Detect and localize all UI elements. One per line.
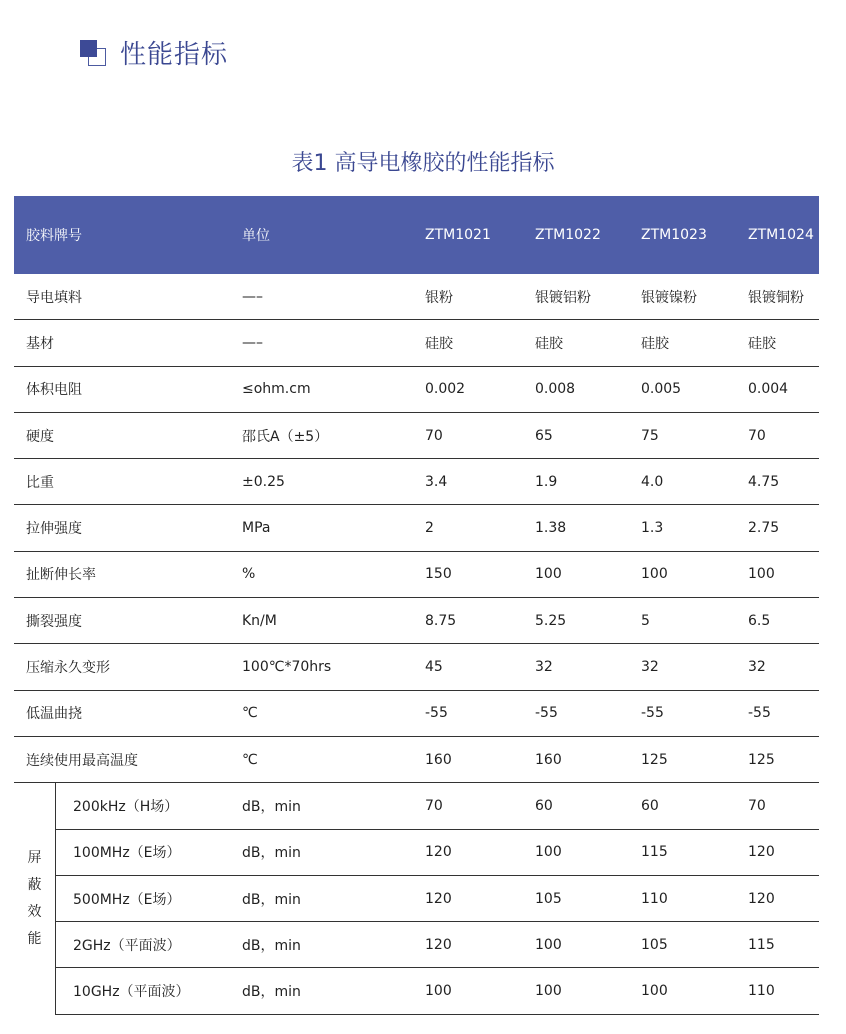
table-cell: 2.75 xyxy=(748,520,780,537)
table-cell: 比重 xyxy=(26,474,54,491)
table-cell: 500MHz（E场） xyxy=(73,891,181,908)
table-cell: 110 xyxy=(641,890,668,907)
table-cell: 10GHz（平面波） xyxy=(73,984,190,1001)
table-cell: 连续使用最高温度 xyxy=(26,752,138,769)
table-cell: 2GHz（平面波） xyxy=(73,937,181,954)
shielding-row xyxy=(56,830,819,876)
table-cell: dB，min xyxy=(242,798,301,815)
shielding-row xyxy=(56,876,819,922)
table-cell: -55 xyxy=(425,705,448,722)
table-cell: 6.5 xyxy=(748,612,771,629)
table-cell: 45 xyxy=(425,659,443,676)
table-row xyxy=(14,459,819,505)
table-cell: 32 xyxy=(748,659,766,676)
table-cell: ±0.25 xyxy=(242,473,285,490)
header-cell: 胶料牌号 xyxy=(26,228,82,244)
section-header xyxy=(80,34,228,71)
table-cell: dB，min xyxy=(242,845,301,862)
table-cell: -55 xyxy=(535,705,558,722)
table-cell: 0.005 xyxy=(641,381,682,398)
table-row xyxy=(14,367,819,413)
table-cell: 70 xyxy=(748,797,766,814)
table-cell: 110 xyxy=(748,983,775,1000)
table-row xyxy=(14,552,819,598)
table-cell: -55 xyxy=(641,705,664,722)
table-cell: 银镀镍粉 xyxy=(641,289,697,306)
section-title: 性能指标 xyxy=(120,40,229,70)
table-row xyxy=(14,413,819,459)
table-cell: 压缩永久变形 xyxy=(26,660,110,677)
table-cell: 60 xyxy=(641,797,659,814)
table-cell: dB，min xyxy=(242,937,301,954)
shielding-label xyxy=(14,783,56,1014)
table-cell: 0.004 xyxy=(748,381,789,398)
table-cell: 200kHz（H场） xyxy=(73,798,179,815)
table-cell: 0.002 xyxy=(425,381,466,398)
table-cell: 105 xyxy=(535,890,562,907)
table-cell: 120 xyxy=(425,844,452,861)
header-cell: 单位 xyxy=(242,228,270,244)
table-row xyxy=(14,505,819,551)
table-cell: 硅胶 xyxy=(641,335,669,352)
table-cell: 拉伸强度 xyxy=(26,521,82,538)
table-cell: 120 xyxy=(425,936,452,953)
shielding-label-char: 蔽 xyxy=(27,877,42,893)
table-cell: 100 xyxy=(641,983,668,1000)
table-cell: 扯断伸长率 xyxy=(26,567,96,584)
table-header-row xyxy=(14,196,819,274)
square-bullet-icon xyxy=(80,40,106,66)
shielding-group xyxy=(14,783,819,1014)
table-cell: 125 xyxy=(641,751,668,768)
table-cell: 115 xyxy=(641,844,668,861)
table-cell: 70 xyxy=(425,797,443,814)
table-cell: 125 xyxy=(748,751,775,768)
table-cell: 160 xyxy=(425,751,452,768)
table-cell: 1.9 xyxy=(535,473,558,490)
table-cell: 70 xyxy=(748,427,766,444)
table-cell: 100 xyxy=(535,844,562,861)
table-row xyxy=(14,320,819,366)
shielding-row xyxy=(56,922,819,968)
table-cell: 70 xyxy=(425,427,443,444)
table-cell: 75 xyxy=(641,427,659,444)
table-row xyxy=(14,737,819,783)
header-cell: ZTM1023 xyxy=(641,227,707,243)
table-cell: 120 xyxy=(748,844,775,861)
table-cell: 银镀铝粉 xyxy=(535,289,591,306)
table-cell: 160 xyxy=(535,751,562,768)
table-cell: 100 xyxy=(641,566,668,583)
table-cell: ℃ xyxy=(242,751,258,768)
table-cell: 100 xyxy=(425,983,452,1000)
shielding-row xyxy=(56,783,819,829)
shielding-label-char: 效 xyxy=(27,904,42,920)
table-cell: 基材 xyxy=(26,335,54,352)
table-cell: 120 xyxy=(748,890,775,907)
table-cell: 100 xyxy=(535,566,562,583)
table-cell: —– xyxy=(242,334,263,351)
table-cell: MPa xyxy=(242,520,271,537)
table-cell: 硅胶 xyxy=(425,335,453,352)
table-cell: 32 xyxy=(535,659,553,676)
header-cell: ZTM1022 xyxy=(535,227,601,243)
table-cell: 60 xyxy=(535,797,553,814)
table-cell: 105 xyxy=(641,936,668,953)
table-title: 表1 高导电橡胶的性能指标 xyxy=(291,151,555,176)
table-cell: 115 xyxy=(748,936,775,953)
table-cell: 5 xyxy=(641,612,650,629)
table-cell: 硬度 xyxy=(26,428,54,445)
table-cell: 体积电阻 xyxy=(26,382,82,399)
table-row xyxy=(14,644,819,690)
header-cell: ZTM1024 xyxy=(748,227,814,243)
table-cell: 5.25 xyxy=(535,612,567,629)
table-row xyxy=(14,598,819,644)
shielding-label-char: 能 xyxy=(27,931,42,947)
header-cell: ZTM1021 xyxy=(425,227,491,243)
table-cell: ≤ohm.cm xyxy=(242,381,311,398)
table-row xyxy=(14,274,819,320)
performance-table xyxy=(14,196,819,1015)
table-cell: 100℃*70hrs xyxy=(242,659,332,676)
table-cell: 2 xyxy=(425,520,434,537)
table-cell: 低温曲挠 xyxy=(26,706,82,723)
table-cell: 8.75 xyxy=(425,612,457,629)
table-cell: 银镀铜粉 xyxy=(748,289,804,306)
table-cell: 100 xyxy=(535,983,562,1000)
shielding-label-char: 屏 xyxy=(27,850,42,866)
table-cell: dB，min xyxy=(242,984,301,1001)
table-cell: % xyxy=(242,566,256,583)
table-cell: —– xyxy=(242,288,263,305)
table-cell: 3.4 xyxy=(425,473,448,490)
table-cell: Kn/M xyxy=(242,612,277,629)
table-cell: 32 xyxy=(641,659,659,676)
table-cell: 银粉 xyxy=(425,289,453,306)
table-cell: 1.3 xyxy=(641,520,664,537)
shielding-row xyxy=(56,968,819,1014)
table-cell: 0.008 xyxy=(535,381,576,398)
table-cell: 65 xyxy=(535,427,553,444)
table-cell: -55 xyxy=(748,705,771,722)
table-cell: 撕裂强度 xyxy=(26,613,82,630)
table-cell: 100 xyxy=(748,566,775,583)
table-cell: dB，min xyxy=(242,891,301,908)
table-cell: 1.38 xyxy=(535,520,567,537)
table-cell: 导电填料 xyxy=(26,289,82,306)
table-cell: 硅胶 xyxy=(748,335,776,352)
table-cell: 4.0 xyxy=(641,473,664,490)
table-cell: 硅胶 xyxy=(535,335,563,352)
table-cell: 100 xyxy=(535,936,562,953)
table-row xyxy=(14,691,819,737)
table-cell: 150 xyxy=(425,566,452,583)
table-cell: 120 xyxy=(425,890,452,907)
table-cell: 4.75 xyxy=(748,473,780,490)
table-cell: ℃ xyxy=(242,705,258,722)
table-cell: 邵氏A（±5） xyxy=(242,428,329,445)
table-cell: 100MHz（E场） xyxy=(73,845,181,862)
